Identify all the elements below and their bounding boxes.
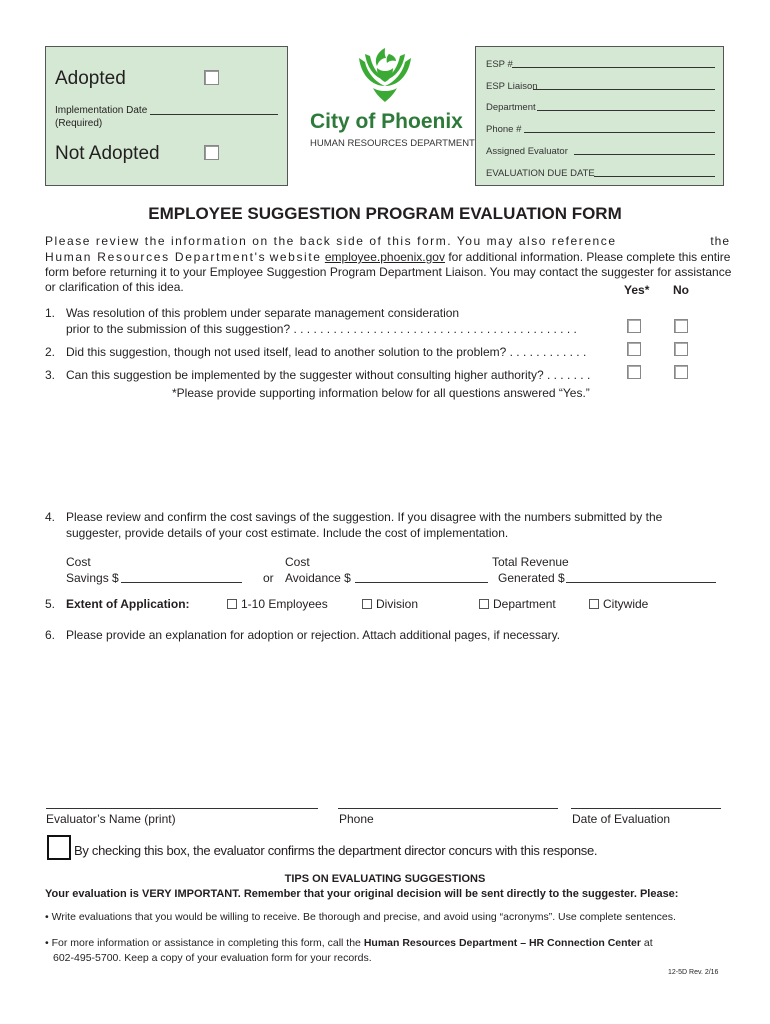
employee-website-link[interactable]: employee.phoenix.gov (324, 250, 445, 264)
supporting-info-note: *Please provide supporting information below for all questions answered “Yes.” (172, 386, 590, 400)
assigned-evaluator-field[interactable] (574, 154, 715, 155)
explanation-area[interactable] (45, 646, 730, 796)
question-4-text-line-2: suggester, provide details of your cost estimate. Include the cost of implementation. (66, 526, 509, 540)
hr-department-text: Human Resources Department's (45, 250, 267, 264)
department-field[interactable] (537, 110, 715, 111)
cost-avoidance-field[interactable] (355, 582, 488, 583)
tips-heading: TIPS ON EVALUATING SUGGESTIONS (284, 873, 486, 885)
tips-subheading: Your evaluation is VERY IMPORTANT. Remember that your original decision will be sent directly to the suggester. Please: (45, 888, 679, 900)
cost-avoidance-label: Avoidance $ (285, 571, 351, 585)
question-2-yes-checkbox[interactable] (627, 342, 641, 356)
phone-signature-label: Phone (339, 812, 374, 826)
adopted-label: Adopted (55, 68, 126, 89)
question-1-no-checkbox[interactable] (674, 319, 688, 333)
cost-savings-label-top: Cost (66, 555, 91, 569)
director-concurs-text: By checking this box, the evaluator confirms the department director concurs with this response. (74, 843, 598, 858)
extent-of-application-label: Extent of Application: (66, 597, 190, 611)
tip-bullet-2-end: . Keep a copy of your evaluation form for your records. (118, 952, 372, 964)
implementation-date-field[interactable] (150, 114, 278, 115)
checkbox-division[interactable] (362, 599, 372, 609)
intro-line-4: or clarification of this idea. (45, 280, 184, 294)
bullet-icon: • (45, 911, 49, 923)
director-concurs-checkbox[interactable] (47, 835, 71, 860)
option-department[interactable] (479, 597, 556, 611)
no-header: No (673, 283, 689, 297)
option-1-10-employees[interactable] (227, 597, 328, 611)
form-revision-code: 12-5D Rev. 2/16 (668, 969, 719, 976)
question-1-text-line-2: prior to the submission of this suggestion? . . . . . . . . . . . . . . . . . . . . . . . . . . . . . . . . . . . . . . . . . . . (66, 322, 577, 336)
option-department-label: Department (493, 597, 556, 611)
esp-number-label: ESP # (486, 59, 513, 70)
cost-savings-label: Savings $ (66, 571, 119, 585)
implementation-date-label: Implementation Date (55, 105, 148, 116)
total-revenue-field[interactable] (566, 582, 716, 583)
page-title: EMPLOYEE SUGGESTION PROGRAM EVALUATION FORM (148, 204, 622, 223)
option-division[interactable] (362, 597, 418, 611)
intro-line-2-rest: for additional information. Please complete this entire (448, 250, 731, 264)
question-2-no-checkbox[interactable] (674, 342, 688, 356)
tip-bullet-2-text: For more information or assistance in completing this form, call the (51, 937, 361, 949)
total-revenue-label: Generated $ (498, 571, 565, 585)
yes-header: Yes* (624, 283, 650, 297)
evaluation-date-field[interactable] (571, 808, 721, 809)
intro-line-1 (45, 234, 730, 248)
evaluation-due-date-field[interactable] (594, 176, 715, 177)
tip-bullet-2-at: at (643, 937, 653, 949)
adopted-checkbox[interactable] (204, 70, 219, 85)
hr-connection-center-name: Human Resources Department – HR Connection Center (363, 937, 641, 949)
tip-bullet-2-line-2 (53, 952, 372, 964)
implementation-date-required: (Required) (55, 118, 103, 129)
tip-bullet-2 (45, 937, 653, 949)
evaluation-due-date-label: EVALUATION DUE DATE (486, 168, 595, 179)
department-label: Department (486, 102, 536, 113)
cost-avoidance-label-top: Cost (285, 555, 310, 569)
question-3-text: Can this suggestion be implemented by the suggester without consulting higher authority? . . . . . . . (66, 368, 591, 382)
website-text: website (269, 250, 322, 264)
phone-label: Phone # (486, 124, 522, 135)
question-5-number: 5. (45, 597, 56, 611)
checkbox-department[interactable] (479, 599, 489, 609)
city-of-phoenix-wordmark: City of Phoenix (310, 110, 463, 133)
question-2-number: 2. (45, 345, 56, 359)
option-1-10-employees-label: 1-10 Employees (241, 597, 328, 611)
checkbox-citywide[interactable] (589, 599, 599, 609)
bullet-icon: • (45, 937, 49, 949)
checkbox-1-10-employees[interactable] (227, 599, 237, 609)
or-label: or (263, 571, 274, 585)
department-name: HUMAN RESOURCES DEPARTMENT (310, 138, 475, 149)
assigned-evaluator-label: Assigned Evaluator (486, 146, 568, 157)
date-of-evaluation-label: Date of Evaluation (572, 812, 671, 826)
esp-liaison-label: ESP Liaison (486, 81, 538, 92)
evaluator-name-label: Evaluator’s Name (print) (46, 812, 176, 826)
evaluator-phone-field[interactable] (338, 808, 558, 809)
question-6-number: 6. (45, 628, 56, 642)
question-3-no-checkbox[interactable] (674, 365, 688, 379)
question-4-text: Please review and confirm the cost savings of the suggestion. If you disagree with the numbers submitted by the (66, 510, 663, 524)
hr-phone-number: 602-495-5700 (53, 952, 119, 964)
question-1-yes-checkbox[interactable] (627, 319, 641, 333)
adoption-status-panel (45, 46, 288, 186)
esp-liaison-field[interactable] (533, 89, 715, 90)
option-division-label: Division (376, 597, 419, 611)
not-adopted-label: Not Adopted (55, 143, 160, 164)
cost-savings-field[interactable] (121, 582, 242, 583)
supporting-info-area[interactable] (45, 404, 730, 504)
phoenix-bird-logo-icon (355, 46, 415, 102)
intro-line-2 (45, 250, 730, 264)
phone-field[interactable] (524, 132, 715, 133)
total-revenue-label-top: Total Revenue (492, 555, 569, 569)
not-adopted-checkbox[interactable] (204, 145, 219, 160)
tip-bullet-1-text: Write evaluations that you would be willing to receive. Be thorough and precise, and avoid using “acronyms”. Use complete sentences. (51, 911, 676, 923)
intro-line-3: form before returning it to your Employee Suggestion Program Department Liaison. You may contact the suggester for assistance (45, 265, 732, 279)
intro-line-1-end: the (710, 234, 730, 248)
question-2-text: Did this suggestion, though not used itself, lead to another solution to the problem? . . . . . . . . . . . . (66, 345, 587, 359)
question-1-number: 1. (45, 306, 56, 320)
question-1-text: Was resolution of this problem under separate management consideration (66, 306, 460, 320)
evaluator-name-field[interactable] (46, 808, 318, 809)
question-3-yes-checkbox[interactable] (627, 365, 641, 379)
question-6-text: Please provide an explanation for adoption or rejection. Attach additional pages, if necessary. (66, 628, 561, 642)
question-3-number: 3. (45, 368, 56, 382)
option-citywide-label: Citywide (603, 597, 649, 611)
option-citywide[interactable] (589, 597, 648, 611)
intro-line-1-text: Please review the information on the back side of this form. You may also reference (45, 234, 617, 248)
question-4-number: 4. (45, 510, 56, 524)
tip-bullet-1 (45, 911, 676, 923)
esp-number-field[interactable] (512, 67, 715, 68)
